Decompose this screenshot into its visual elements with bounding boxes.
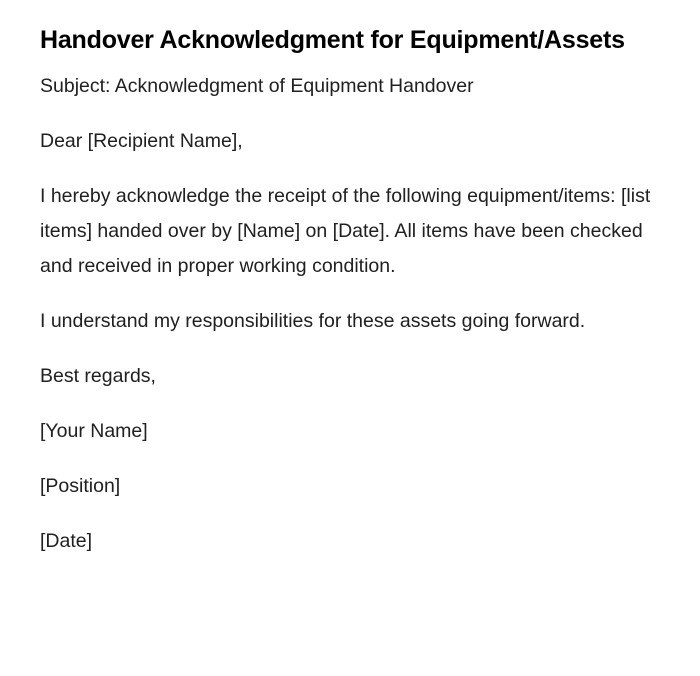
salutation: Dear [Recipient Name], [40, 130, 243, 152]
signature-date: [Date] [40, 530, 93, 552]
body-paragraph-2: I understand my responsibilities for these assets going forward. [40, 310, 586, 332]
document-title: Handover Acknowledgment for Equipment/Assets [40, 26, 625, 54]
signature-name: [Your Name] [40, 420, 148, 442]
closing: Best regards, [40, 365, 156, 387]
subject-line: Subject: Acknowledgment of Equipment Handover [40, 75, 474, 97]
body-paragraph-1: I hereby acknowledge the receipt of the following equipment/items: [list items] handed over by [Name] on [Date]. All items have been checked and received in proper working condition. [40, 185, 651, 277]
signature-position: [Position] [40, 475, 121, 497]
